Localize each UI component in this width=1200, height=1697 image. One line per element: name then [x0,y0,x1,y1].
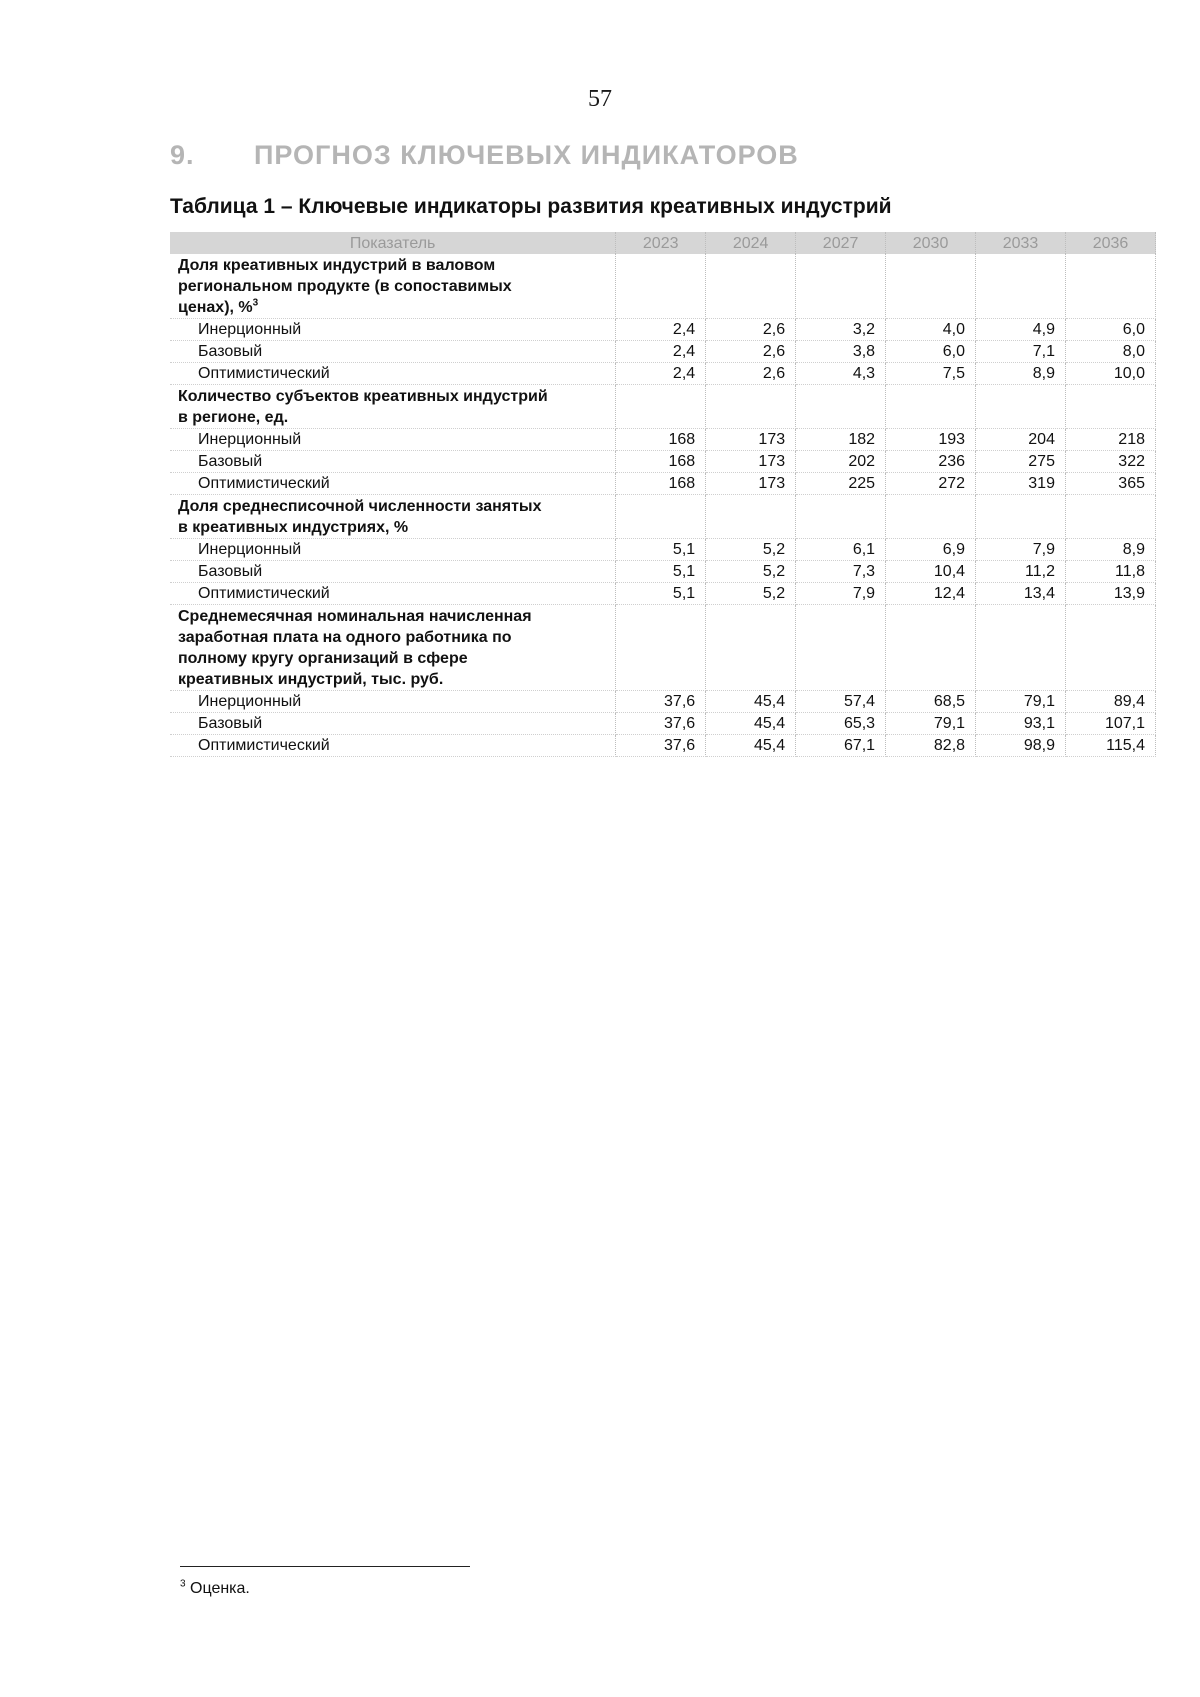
value-cell: 45,4 [706,691,796,713]
value-cell: 7,1 [976,341,1066,363]
value-cell: 173 [706,429,796,451]
scenario-label: Оптимистический [170,735,616,757]
section-heading [170,140,799,171]
header-indicator: Показатель [170,232,616,254]
value-cell: 11,2 [976,561,1066,583]
value-cell: 322 [1065,451,1155,473]
value-cell: 13,4 [976,583,1066,605]
table-body [170,254,1156,757]
empty-cell [1065,254,1155,319]
value-cell: 65,3 [796,713,886,735]
value-cell: 5,2 [706,583,796,605]
group-title-line: креативных индустрий, тыс. руб. [178,671,444,688]
scenario-label: Базовый [170,713,616,735]
scenario-label: Базовый [170,451,616,473]
value-cell: 6,1 [796,539,886,561]
table-row [170,691,1156,713]
table-row [170,429,1156,451]
empty-cell [886,605,976,691]
group-title-line: региональном продукте (в сопоставимых [178,278,512,295]
footnote-mark: 3 [180,1578,186,1590]
table-row [170,561,1156,583]
table-row [170,451,1156,473]
page-number: 57 [588,86,612,112]
value-cell: 5,2 [706,561,796,583]
value-cell: 319 [976,473,1066,495]
empty-cell [706,605,796,691]
table-row [170,735,1156,757]
group-title-line: в креативных индустриях, % [178,519,409,536]
value-cell: 7,9 [796,583,886,605]
value-cell: 2,4 [616,363,706,385]
scenario-label: Инерционный [170,319,616,341]
group-title [170,254,616,319]
header-year: 2036 [1065,232,1155,254]
empty-cell [976,495,1066,539]
group-title-line: Количество субъектов креативных индустрий [178,388,548,405]
value-cell: 3,2 [796,319,886,341]
section-number: 9. [170,140,195,170]
group-title-line: полному кругу организаций в сфере [178,650,468,667]
footnote-divider [180,1566,470,1567]
value-cell: 236 [886,451,976,473]
value-cell: 4,9 [976,319,1066,341]
value-cell: 82,8 [886,735,976,757]
table-row [170,583,1156,605]
value-cell: 3,8 [796,341,886,363]
value-cell: 12,4 [886,583,976,605]
scenario-label: Инерционный [170,429,616,451]
empty-cell [976,605,1066,691]
value-cell: 93,1 [976,713,1066,735]
value-cell: 7,9 [976,539,1066,561]
value-cell: 202 [796,451,886,473]
footnote [180,1580,250,1598]
indicators-table [170,232,1156,757]
value-cell: 79,1 [886,713,976,735]
empty-cell [616,605,706,691]
group-title-line: Доля креативных индустрий в валовом [178,257,496,274]
value-cell: 204 [976,429,1066,451]
value-cell: 2,6 [706,319,796,341]
value-cell: 5,1 [616,583,706,605]
empty-cell [796,254,886,319]
table-caption: Таблица 1 – Ключевые индикаторы развития креативных индустрий [170,195,892,218]
value-cell: 67,1 [796,735,886,757]
value-cell: 4,3 [796,363,886,385]
value-cell: 8,9 [976,363,1066,385]
value-cell: 272 [886,473,976,495]
empty-cell [706,254,796,319]
value-cell: 10,0 [1065,363,1155,385]
empty-cell [1065,495,1155,539]
value-cell: 37,6 [616,691,706,713]
value-cell: 37,6 [616,735,706,757]
header-year: 2024 [706,232,796,254]
group-title [170,605,616,691]
empty-cell [886,495,976,539]
empty-cell [796,385,886,429]
header-year: 2023 [616,232,706,254]
table-row [170,363,1156,385]
group-header-row [170,385,1156,429]
value-cell: 168 [616,429,706,451]
empty-cell [796,605,886,691]
value-cell: 107,1 [1065,713,1155,735]
value-cell: 168 [616,451,706,473]
value-cell: 173 [706,451,796,473]
value-cell: 2,6 [706,363,796,385]
empty-cell [706,385,796,429]
value-cell: 7,3 [796,561,886,583]
group-title-line: ценах), % [178,299,253,316]
section-title: ПРОГНОЗ КЛЮЧЕВЫХ ИНДИКАТОРОВ [254,140,799,170]
value-cell: 8,9 [1065,539,1155,561]
group-title-line: Доля среднесписочной численности занятых [178,498,542,515]
scenario-label: Оптимистический [170,583,616,605]
group-header-row [170,605,1156,691]
empty-cell [706,495,796,539]
empty-cell [976,385,1066,429]
header-year: 2027 [796,232,886,254]
value-cell: 11,8 [1065,561,1155,583]
group-title-line: в регионе, ед. [178,409,289,426]
value-cell: 173 [706,473,796,495]
value-cell: 8,0 [1065,341,1155,363]
value-cell: 5,1 [616,561,706,583]
value-cell: 6,0 [1065,319,1155,341]
value-cell: 37,6 [616,713,706,735]
value-cell: 79,1 [976,691,1066,713]
value-cell: 4,0 [886,319,976,341]
group-header-row [170,254,1156,319]
value-cell: 45,4 [706,713,796,735]
value-cell: 218 [1065,429,1155,451]
value-cell: 45,4 [706,735,796,757]
empty-cell [616,385,706,429]
table-row [170,713,1156,735]
table-row [170,341,1156,363]
value-cell: 98,9 [976,735,1066,757]
value-cell: 57,4 [796,691,886,713]
value-cell: 2,4 [616,319,706,341]
value-cell: 7,5 [886,363,976,385]
scenario-label: Базовый [170,341,616,363]
empty-cell [796,495,886,539]
value-cell: 89,4 [1065,691,1155,713]
table-row [170,319,1156,341]
value-cell: 193 [886,429,976,451]
value-cell: 115,4 [1065,735,1155,757]
scenario-label: Оптимистический [170,363,616,385]
value-cell: 365 [1065,473,1155,495]
scenario-label: Базовый [170,561,616,583]
empty-cell [616,254,706,319]
scenario-label: Оптимистический [170,473,616,495]
value-cell: 6,0 [886,341,976,363]
group-title [170,495,616,539]
value-cell: 68,5 [886,691,976,713]
empty-cell [976,254,1066,319]
empty-cell [886,385,976,429]
empty-cell [886,254,976,319]
value-cell: 2,4 [616,341,706,363]
value-cell: 5,1 [616,539,706,561]
table-row [170,539,1156,561]
value-cell: 13,9 [1065,583,1155,605]
header-year: 2033 [976,232,1066,254]
footnote-ref: 3 [252,297,259,309]
scenario-label: Инерционный [170,691,616,713]
group-title-line: заработная плата на одного работника по [178,629,512,646]
value-cell: 2,6 [706,341,796,363]
value-cell: 6,9 [886,539,976,561]
header-year: 2030 [886,232,976,254]
scenario-label: Инерционный [170,539,616,561]
value-cell: 182 [796,429,886,451]
group-title-line: Среднемесячная номинальная начисленная [178,608,532,625]
value-cell: 5,2 [706,539,796,561]
empty-cell [616,495,706,539]
table-row [170,473,1156,495]
empty-cell [1065,385,1155,429]
value-cell: 10,4 [886,561,976,583]
footnote-text: Оценка. [190,1580,250,1597]
value-cell: 225 [796,473,886,495]
value-cell: 275 [976,451,1066,473]
table-header-row [170,232,1156,254]
value-cell: 168 [616,473,706,495]
empty-cell [1065,605,1155,691]
group-header-row [170,495,1156,539]
group-title [170,385,616,429]
